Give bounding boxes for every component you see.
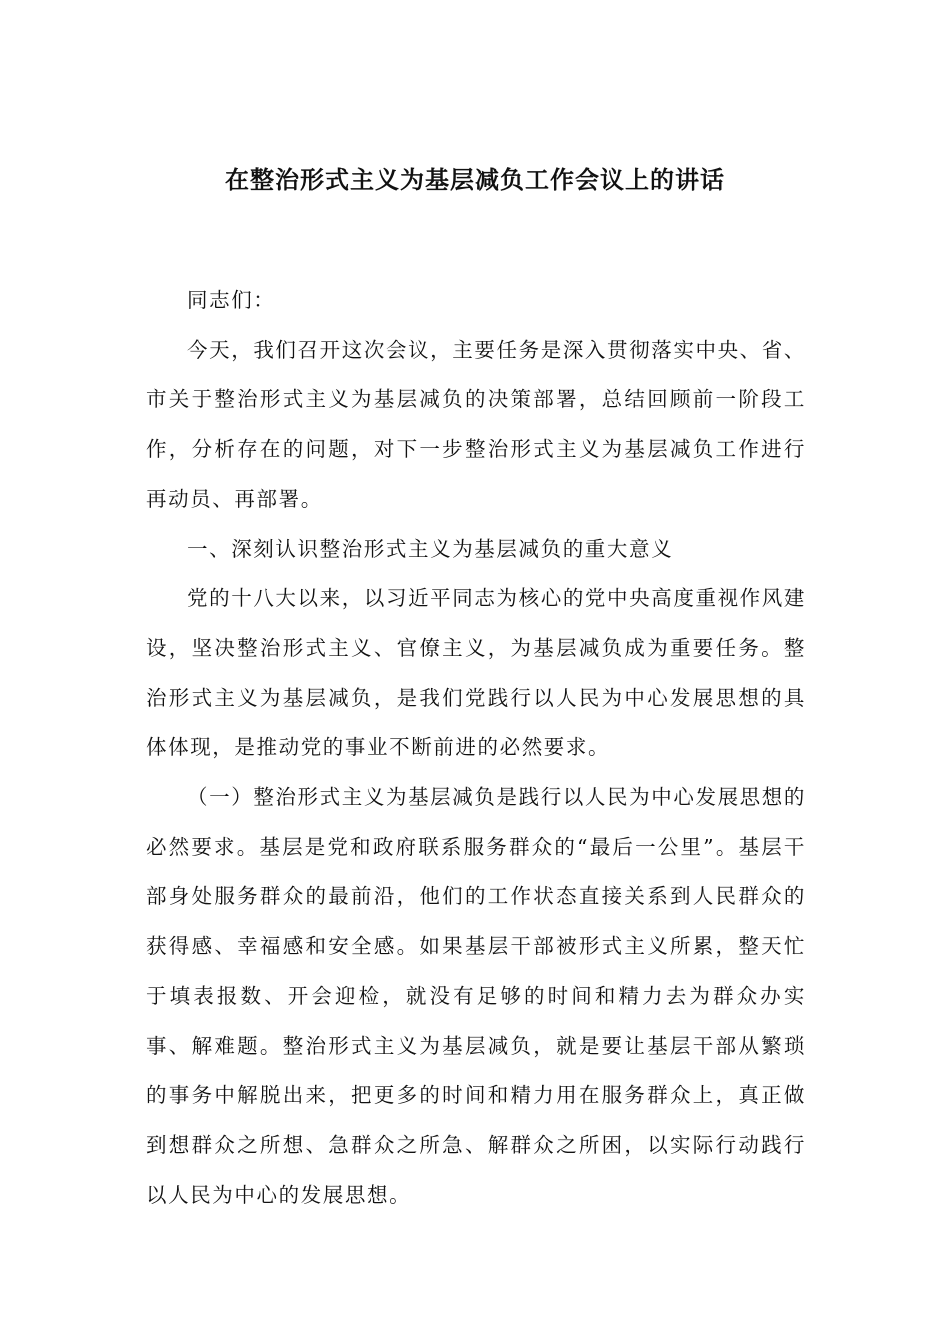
subsection-paragraph-1: （一）整治形式主义为基层减负是践行以人民为中心发展思想的必然要求。基层是党和政府联系服务群众的“最后一公里”。基层干部身处服务群众的最前沿，他们的工作状态直接关系到人民群众的获得感、幸福感和安全感。如果基层干部被形式主义所累，整天忙于填表报数、开会迎检，就没有足够的时间和精力去为群众办实事、解难题。整治形式主义为基层减负，就是要让基层干部从繁琐的事务中解脱出来，把更多的时间和精力用在服务群众上，真正做到想群众之所想、急群众之所急、解群众之所困，以实际行动践行以人民为中心的发展思想。 [146,785,806,1207]
document-title: 在整治形式主义为基层减负工作会议上的讲话 [225,165,725,194]
salutation-paragraph: 同志们： [187,288,276,312]
section-heading-1: 一、深刻认识整治形式主义为基层减负的重大意义 [187,536,674,561]
intro-paragraph: 今天，我们召开这次会议，主要任务是深入贯彻落实中央、省、市关于整治形式主义为基层减负的决策部署，总结回顾前一阶段工作，分析存在的问题，对下一步整治形式主义为基层减负工作进行再动员、再部署。 [146,337,806,511]
document-body [146,276,806,1220]
body-paragraph: 党的十八大以来，以习近平同志为核心的党中央高度重视作风建设，坚决整治形式主义、官僚主义，为基层减负成为重要任务。整治形式主义为基层减负，是我们党践行以人民为中心发展思想的具体体现，是推动党的事业不断前进的必然要求。 [146,586,806,760]
